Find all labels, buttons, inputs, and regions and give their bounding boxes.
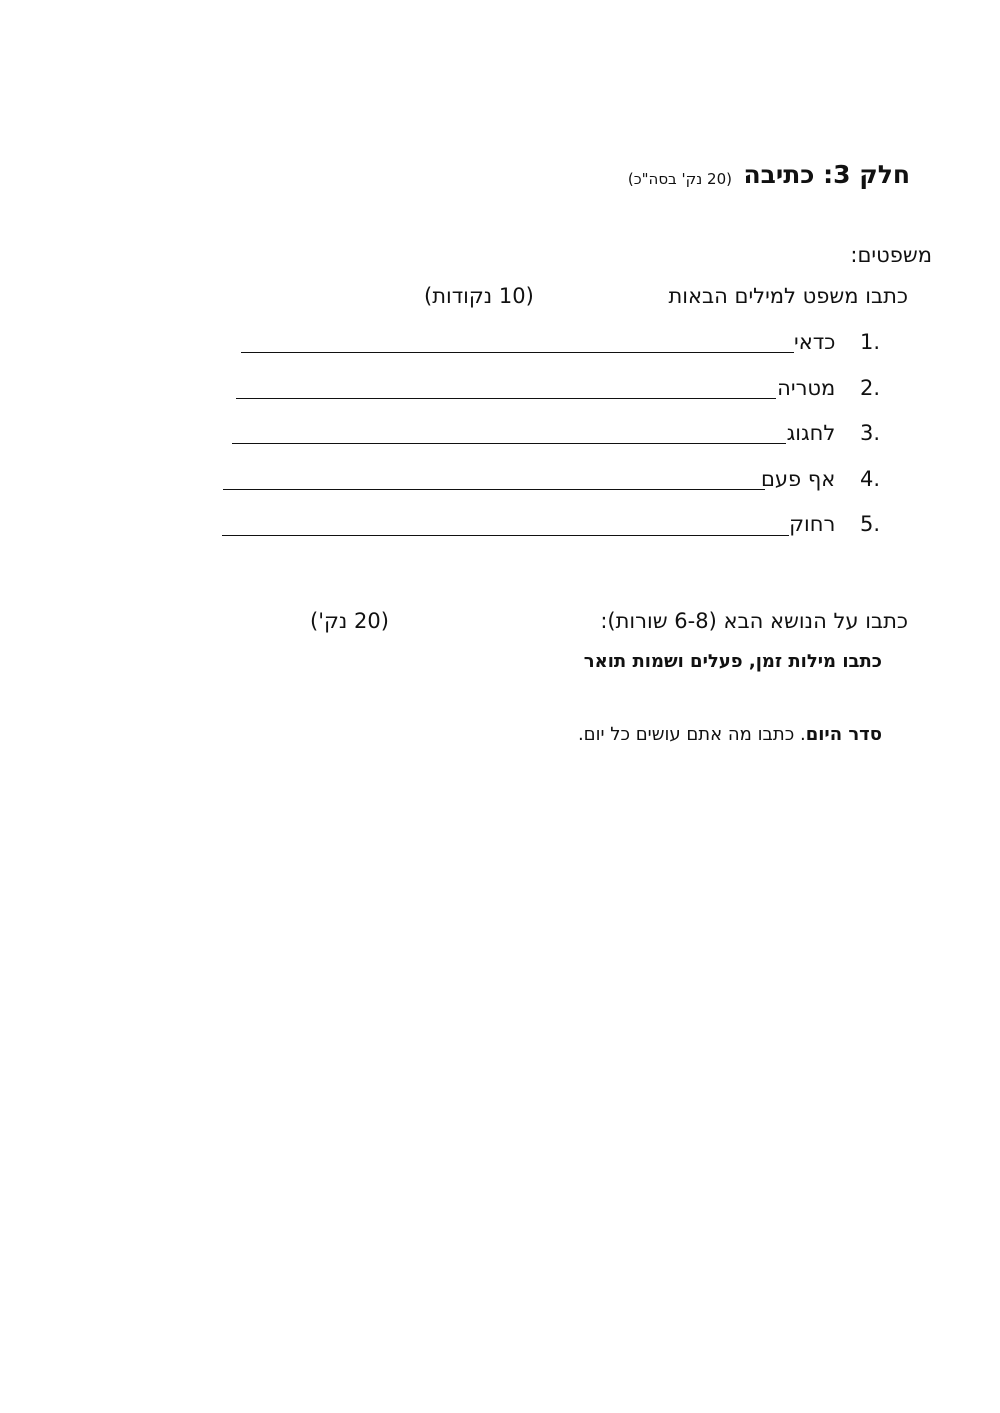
item-number: 2. [859, 376, 880, 400]
item-word: אף פעם [760, 467, 836, 491]
sentence-item-1 [794, 330, 880, 354]
sentence-item-3 [787, 421, 880, 445]
topic-title: סדר היום [805, 724, 882, 745]
sentences-section-label: משפטים: [850, 243, 932, 267]
sentences-points: (10 נקודות) [424, 284, 534, 308]
answer-line-4[interactable] [223, 489, 765, 490]
sentence-item-5 [789, 512, 880, 536]
sentences-instruction: כתבו משפט למילים הבאות [668, 284, 908, 308]
topic-points: (20 נק') [310, 609, 389, 633]
title-points-note: (20 נק' בסה"כ) [627, 170, 732, 188]
item-number: 4. [859, 467, 880, 491]
item-word: כדאי [794, 330, 836, 354]
topic-text: . כתבו מה אתם עושים כל יום. [577, 724, 806, 745]
answer-line-5[interactable] [222, 535, 789, 536]
item-number: 3. [859, 421, 880, 445]
topic-bold-instruction: כתבו מילות זמן, פעלים ושמות תואר [583, 651, 882, 672]
item-number: 5. [859, 512, 880, 536]
sentence-item-4 [761, 467, 880, 491]
topic-instruction: כתבו על הנושא הבא (6-8 שורות): [600, 609, 908, 633]
answer-line-3[interactable] [232, 443, 786, 444]
topic-line [578, 724, 882, 745]
answer-line-2[interactable] [236, 398, 776, 399]
item-word: לחגוג [786, 421, 836, 445]
item-word: מטריה [777, 376, 836, 400]
answer-line-1[interactable] [241, 352, 794, 353]
page-title: חלק 3: כתיבה [743, 160, 910, 189]
item-word: רחוק [789, 512, 836, 536]
sentence-item-2 [777, 376, 880, 400]
item-number: 1. [859, 330, 880, 354]
